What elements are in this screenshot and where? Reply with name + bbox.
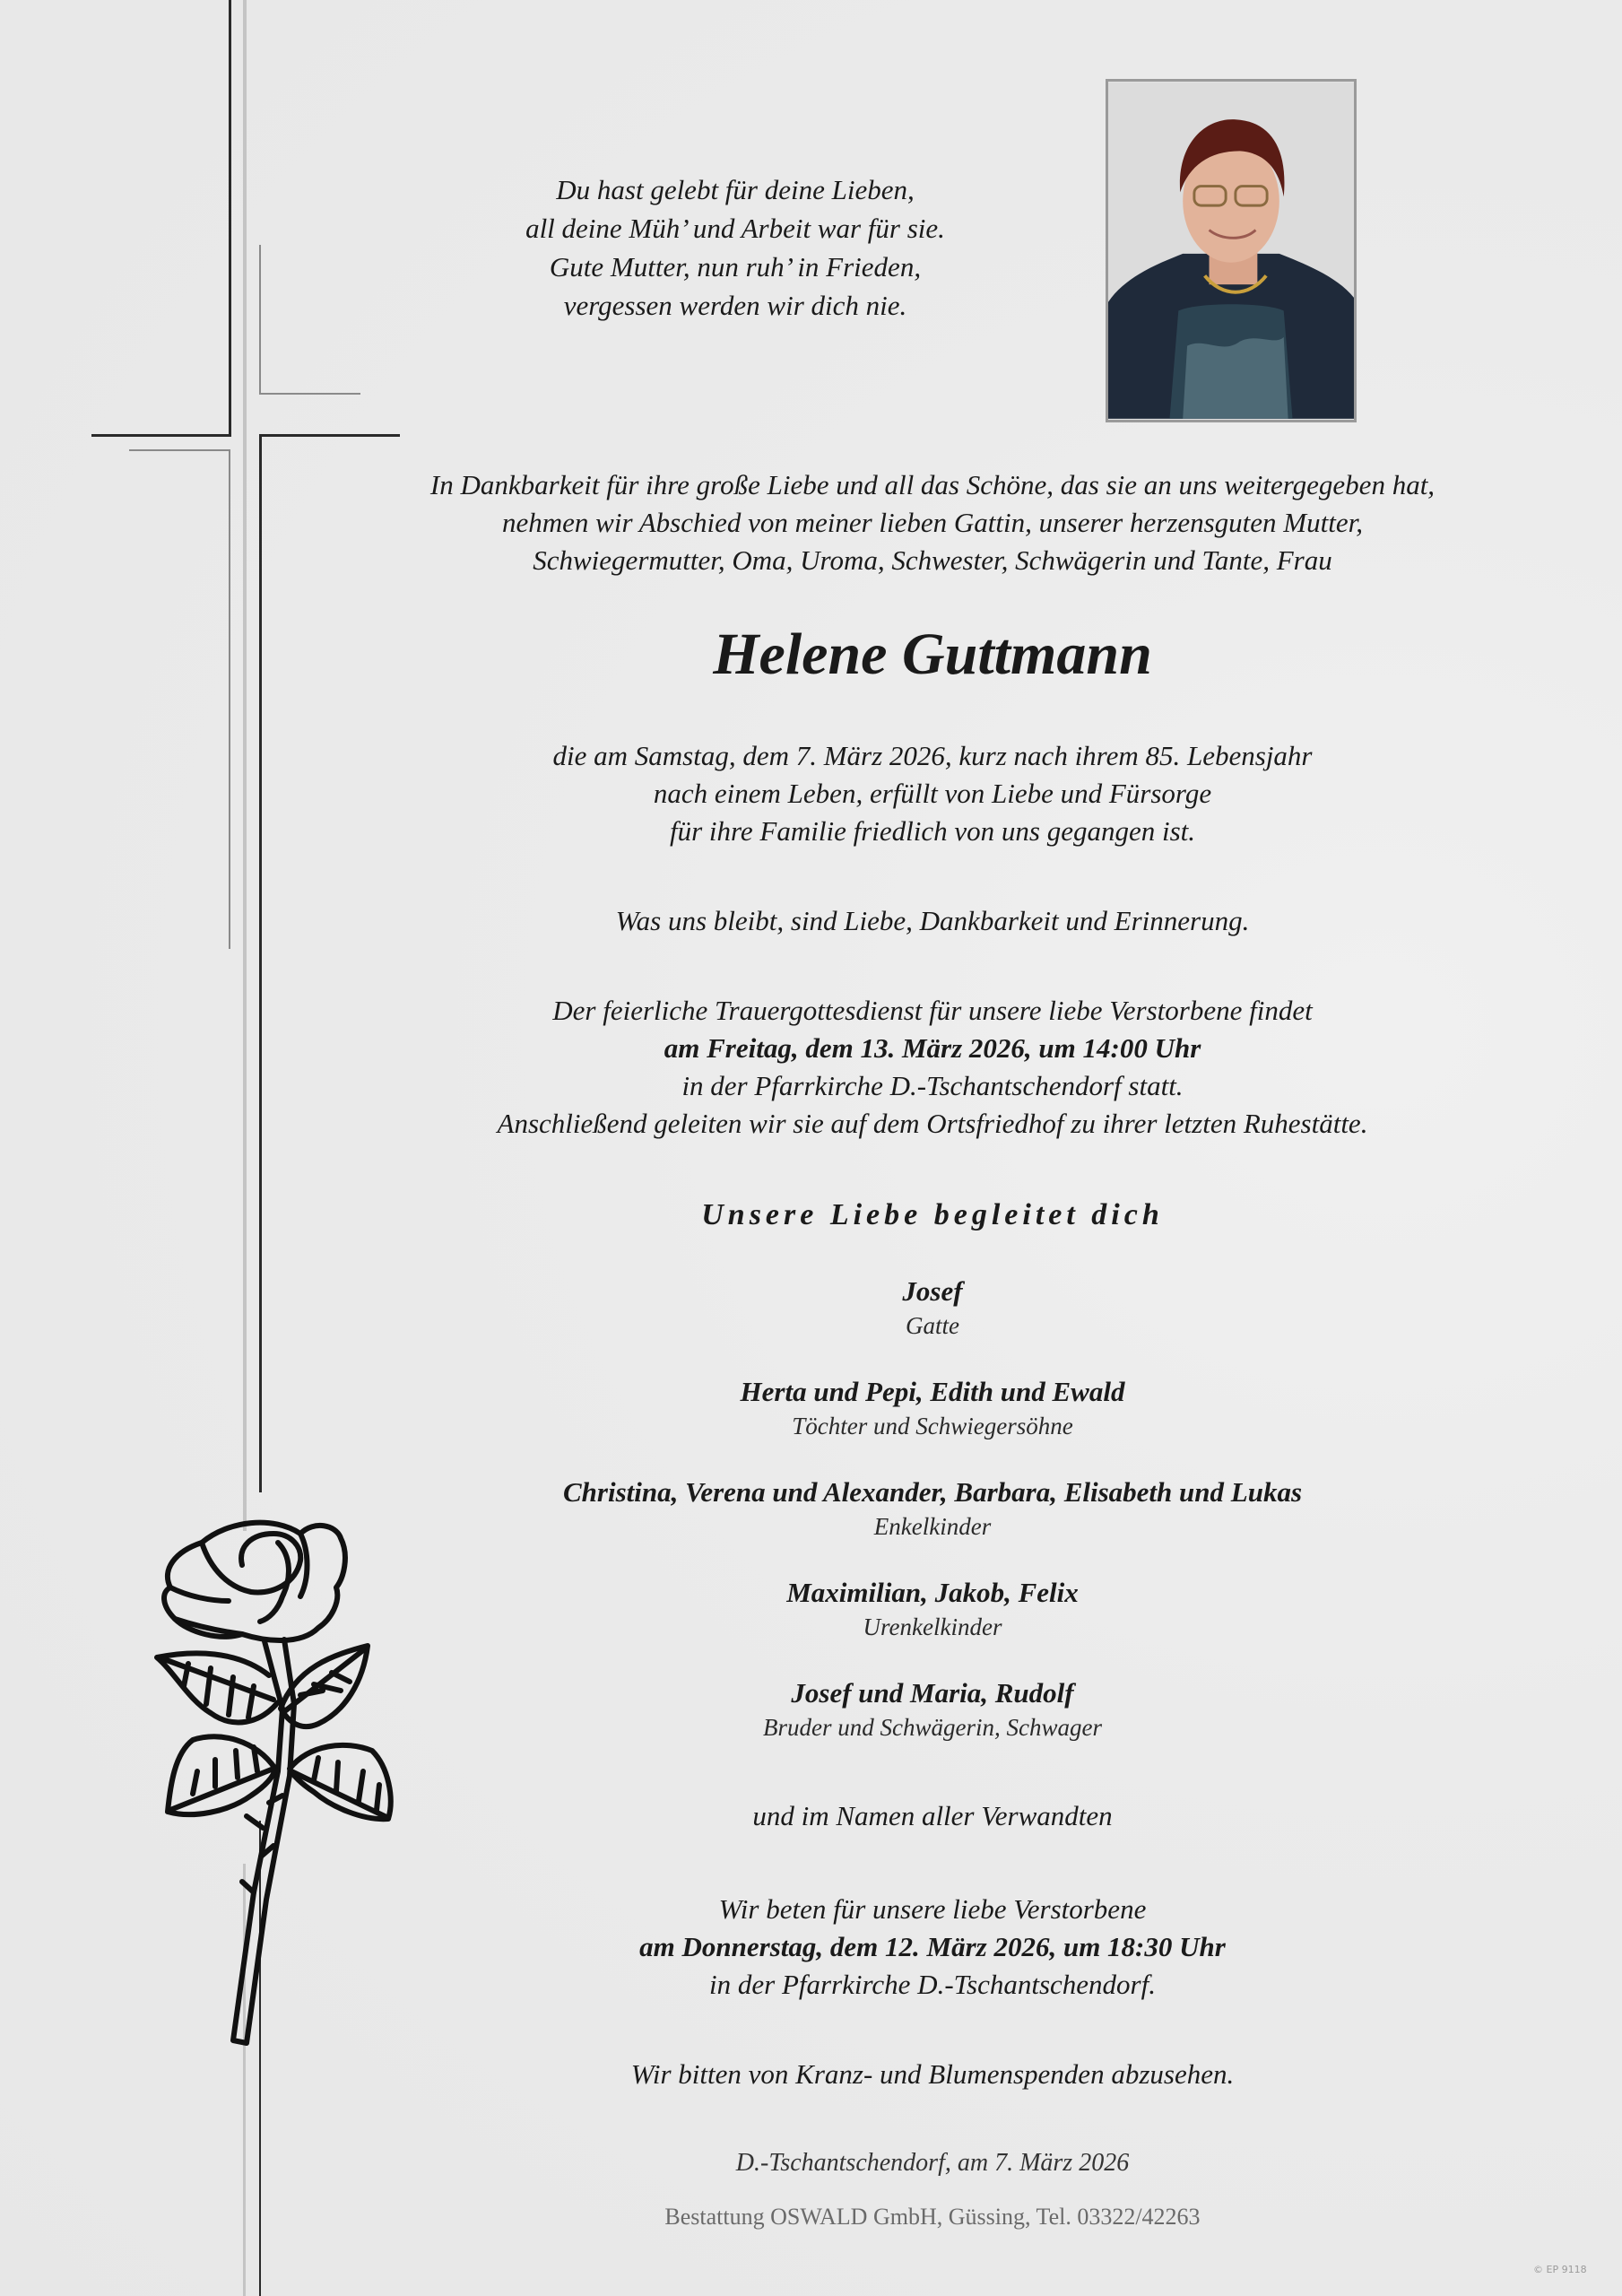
cross-upper-left-line xyxy=(229,0,231,437)
mourners-heading: Unsere Liebe begleitet dich xyxy=(701,1198,1164,1231)
mourner-relation: Gatte xyxy=(906,1312,959,1339)
mourner-names: Josef und Maria, Rudolf xyxy=(791,1677,1074,1709)
deceased-name: Helene Guttmann xyxy=(713,622,1152,687)
deceased-portrait xyxy=(1106,79,1357,422)
mourners-list xyxy=(296,1274,1569,1776)
service-intro: Der feierliche Trauergottesdienst für unsere liebe Verstorbene findet xyxy=(552,995,1313,1026)
death-notice-line: nach einem Leben, erfüllt von Liebe und Fürsorge xyxy=(653,778,1212,809)
mourner-names: Christina, Verena und Alexander, Barbara, Elisabeth und Lukas xyxy=(562,1476,1303,1508)
poem-line: vergessen werden wir dich nie. xyxy=(563,290,907,321)
service-burial: Anschließend geleiten wir sie auf dem Ortsfriedhof zu ihrer letzten Ruhestätte. xyxy=(497,1108,1368,1139)
cross-upper-right-inner-line xyxy=(259,245,261,395)
mourner-group xyxy=(296,1474,1569,1543)
mourner-names: Maximilian, Jakob, Felix xyxy=(786,1577,1079,1608)
mourner-names: Herta und Pepi, Edith und Ewald xyxy=(740,1376,1125,1407)
mourner-group xyxy=(296,1575,1569,1643)
poem-line: Du hast gelebt für deine Lieben, xyxy=(556,174,915,205)
service-datetime: am Freitag, dem 13. März 2026, um 14:00 Uhr xyxy=(664,1032,1201,1064)
cross-lower-left-line xyxy=(229,449,230,949)
print-code: © EP 9118 xyxy=(1533,2264,1587,2275)
intro-line: nehmen wir Abschied von meiner lieben Gattin, unserer herzensguten Mutter, xyxy=(502,507,1363,538)
place-date: D.-Tschantschendorf, am 7. März 2026 xyxy=(735,2149,1130,2177)
mourner-names: Josef xyxy=(902,1275,963,1307)
service-location: in der Pfarrkirche D.-Tschantschendorf statt. xyxy=(681,1070,1184,1101)
cross-right-arm-inner-line xyxy=(259,393,360,395)
cross-left-arm-line xyxy=(91,434,231,437)
mourner-group xyxy=(296,1274,1569,1342)
prayer-datetime: am Donnerstag, dem 12. März 2026, um 18:30 Uhr xyxy=(639,1931,1226,1962)
poem-line: Gute Mutter, nun ruh’ in Frieden, xyxy=(549,251,922,283)
cross-left-arm-inner-line xyxy=(129,449,230,451)
mourner-relation: Urenkelkinder xyxy=(863,1613,1002,1640)
mourner-group xyxy=(296,1374,1569,1442)
cross-center-line xyxy=(243,0,247,1531)
mourner-relation: Enkelkinder xyxy=(873,1513,992,1540)
death-notice-line: für ihre Familie friedlich von uns gegangen ist. xyxy=(669,815,1196,847)
flower-request: Wir bitten von Kranz- und Blumenspenden abzusehen. xyxy=(630,2058,1235,2090)
prayer-service xyxy=(296,1891,1569,2004)
cross-lower-right-line xyxy=(259,434,262,1492)
intro-line: Schwiegermutter, Oma, Uroma, Schwester, Schwägerin und Tante, Frau xyxy=(533,544,1332,576)
prayer-location: in der Pfarrkirche D.-Tschantschendorf. xyxy=(709,1969,1156,2000)
mourner-relation: Töchter und Schwiegersöhne xyxy=(792,1413,1073,1439)
cross-right-arm-line xyxy=(259,434,400,437)
mourner-group xyxy=(296,1675,1569,1744)
funeral-service xyxy=(296,992,1569,1143)
intro-text xyxy=(296,466,1569,579)
prayer-intro: Wir beten für unsere liebe Verstorbene xyxy=(718,1893,1147,1925)
death-notice xyxy=(296,737,1569,850)
poem xyxy=(350,170,1121,325)
death-notice-line: die am Samstag, dem 7. März 2026, kurz nach ihrem 85. Lebensjahr xyxy=(552,740,1313,771)
poem-line: all deine Müh’ und Arbeit war für sie. xyxy=(525,213,945,244)
mourner-relation: Bruder und Schwägerin, Schwager xyxy=(763,1714,1102,1741)
undertaker-info: Bestattung OSWALD GmbH, Güssing, Tel. 03322/42263 xyxy=(664,2204,1201,2230)
portrait-image xyxy=(1108,82,1354,420)
remembrance-text: Was uns bleibt, sind Liebe, Dankbarkeit und Erinnerung. xyxy=(615,905,1250,936)
relatives-text: und im Namen aller Verwandten xyxy=(752,1800,1113,1831)
intro-line: In Dankbarkeit für ihre große Liebe und all das Schöne, das sie an uns weitergegeben hat, xyxy=(429,469,1436,500)
